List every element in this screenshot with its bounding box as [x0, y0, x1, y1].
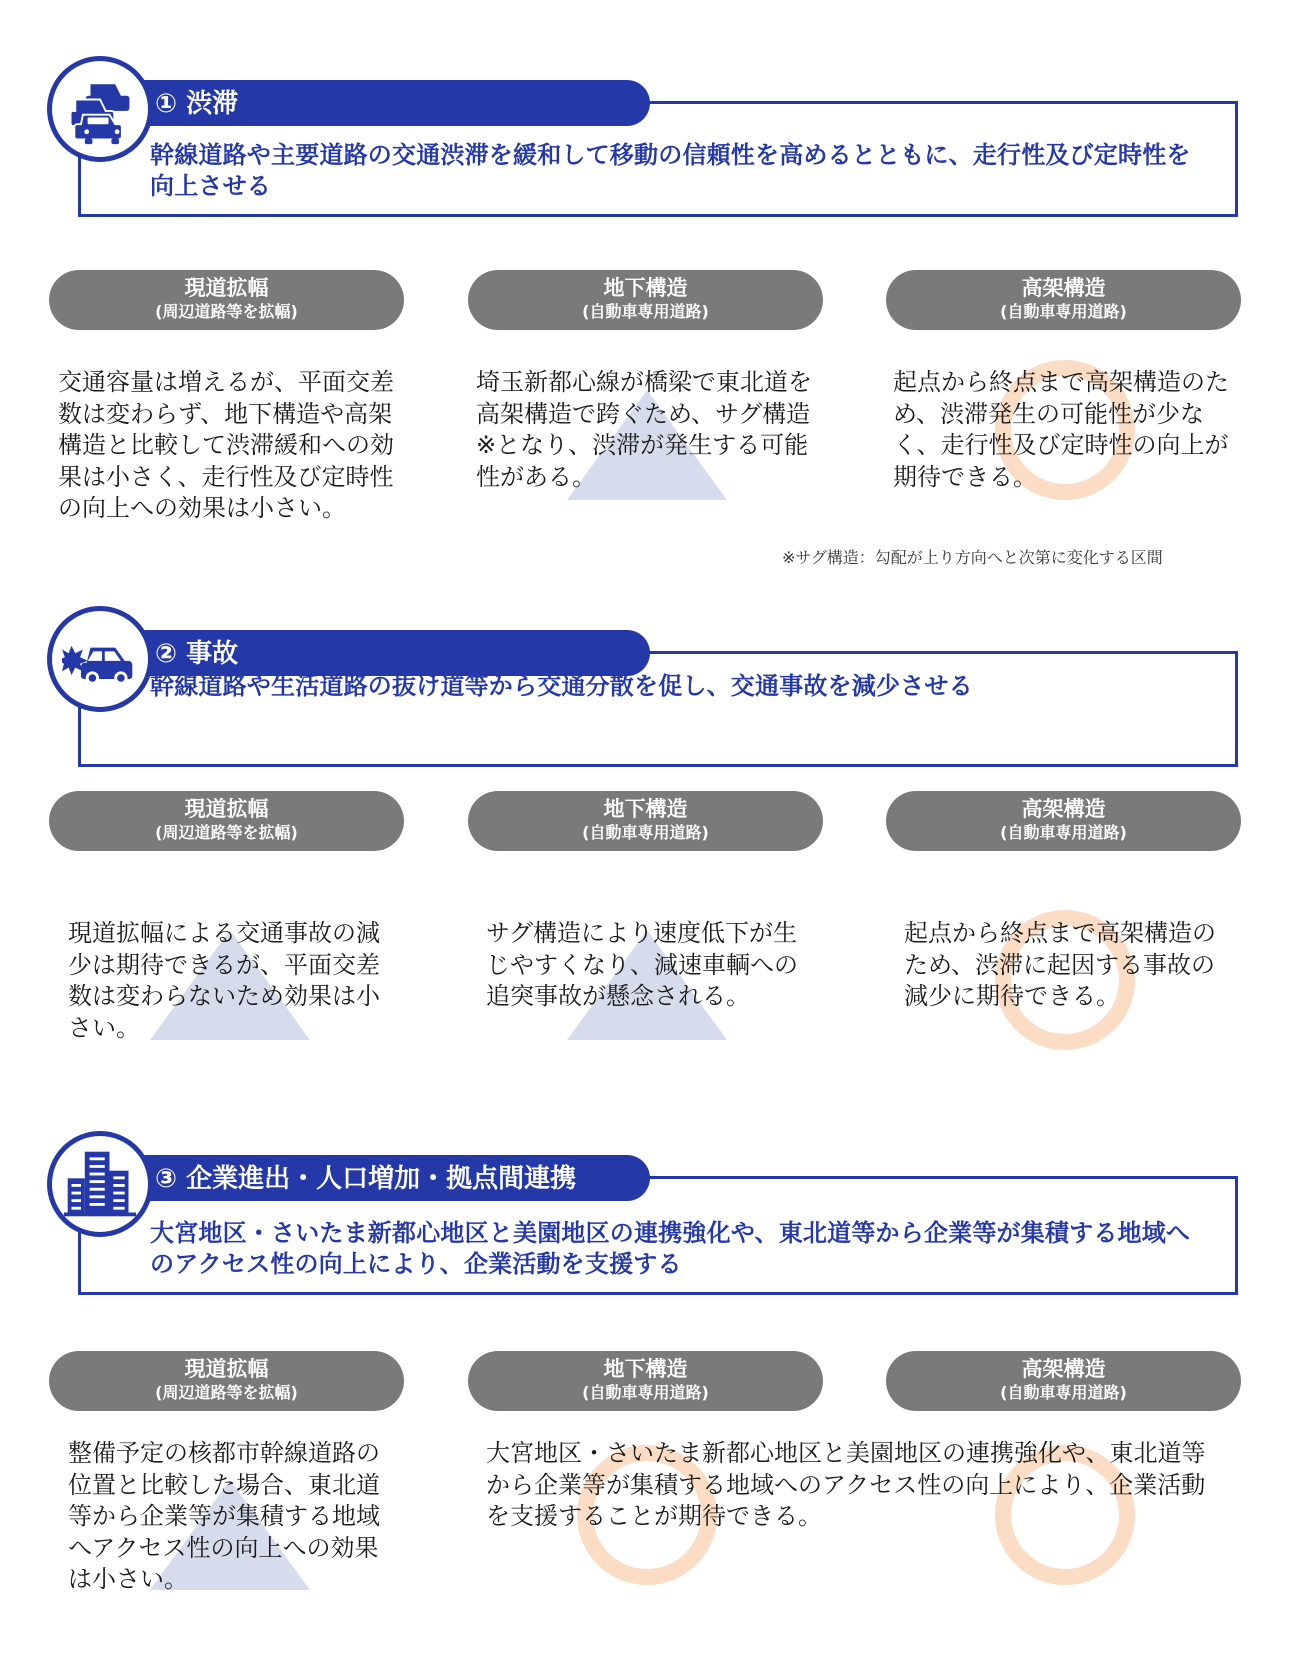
section-title: ② 事故	[155, 639, 239, 669]
option-underground-pill	[468, 1351, 823, 1411]
option-sublabel: (周辺道路等を拡幅)	[155, 1383, 298, 1402]
option-label: 高架構造	[1021, 276, 1106, 300]
section-business-population	[0, 1075, 1312, 1635]
option-label: 現道拡幅	[184, 797, 269, 821]
option-widening-pill	[49, 270, 404, 330]
section-accident	[0, 550, 1312, 1110]
shared-option-description: 大宮地区・さいたま新都心地区と美園地区の連携強化や、東北道等から企業等が集積する地域へのアクセス性の向上により、企業活動を支援することが期待できる。	[486, 1439, 1206, 1530]
option-description: 起点から終点まで高架構造のため、渋滞発生の可能性が少なく、走行性及び定時性の向上が期待できる。	[893, 368, 1229, 491]
option-sublabel: (自動車専用道路)	[582, 823, 709, 842]
office-building-icon	[47, 1131, 153, 1237]
option-label: 現道拡幅	[184, 276, 269, 300]
option-label: 高架構造	[1021, 797, 1106, 821]
car-crash-icon	[47, 606, 153, 712]
footnote: ※サグ構造：勾配が上り方向へと次第に変化する区間	[782, 548, 1163, 567]
traffic-jam-icon	[47, 56, 153, 162]
option-description: 交通容量は増えるが、平面交差数は変わらず、地下構造や高架構造と比較して渋滞緩和への効果は小さく、走行性及び定時性の向上への効果は小さい。	[58, 368, 394, 522]
option-sublabel: (自動車専用道路)	[1000, 1383, 1127, 1402]
option-underground-pill	[468, 791, 823, 851]
option-widening-pill	[49, 1351, 404, 1411]
objective-text: 大宮地区・さいたま新都心地区と美園地区の連携強化や、東北道等から企業等が集積する地域へのアクセス性の向上により、企業活動を支援する	[150, 1219, 1191, 1278]
option-sublabel: (自動車専用道路)	[1000, 823, 1127, 842]
option-elevated-pill	[886, 270, 1241, 330]
option-sublabel: (自動車専用道路)	[1000, 302, 1127, 321]
option-description: 埼玉新都心線が橋梁で東北道を高架構造で跨ぐため、サグ構造※となり、渋滞が発生する可能性がある。	[476, 368, 812, 491]
option-elevated-pill	[886, 791, 1241, 851]
option-underground-pill	[468, 270, 823, 330]
option-description: 整備予定の核都市幹線道路の位置と比較した場合、東北道等から企業等が集積する地域へアクセス性の向上への効果は小さい。	[68, 1439, 380, 1593]
option-sublabel: (周辺道路等を拡幅)	[155, 302, 298, 321]
option-sublabel: (自動車専用道路)	[582, 302, 709, 321]
option-label: 地下構造	[603, 276, 688, 300]
option-description: 現道拡幅による交通事故の減少は期待できるが、平面交差数は変わらないため効果は小さい。	[68, 919, 380, 1042]
option-elevated-pill	[886, 1351, 1241, 1411]
objective-text: 幹線道路や生活道路の抜け道等から交通分散を促し、交通事故を減少させる	[150, 672, 973, 700]
section-title: ① 渋滞	[155, 89, 239, 119]
section-title: ③ 企業進出・人口増加・拠点間連携	[155, 1164, 577, 1194]
option-widening-pill	[49, 791, 404, 851]
option-label: 現道拡幅	[184, 1357, 269, 1381]
option-label: 地下構造	[603, 1357, 688, 1381]
option-description: 起点から終点まで高架構造のため、渋滞に起因する事故の減少に期待できる。	[904, 919, 1216, 1010]
option-description: サグ構造により速度低下が生じやすくなり、減速車輌への追突事故が懸念される。	[486, 919, 798, 1010]
option-label: 高架構造	[1021, 1357, 1106, 1381]
option-label: 地下構造	[603, 797, 688, 821]
option-sublabel: (周辺道路等を拡幅)	[155, 823, 298, 842]
section-congestion	[0, 0, 1312, 567]
option-sublabel: (自動車専用道路)	[582, 1383, 709, 1402]
objective-text: 幹線道路や主要道路の交通渋滞を緩和して移動の信頼性を高めるとともに、走行性及び定時性を向上させる	[150, 141, 1191, 200]
